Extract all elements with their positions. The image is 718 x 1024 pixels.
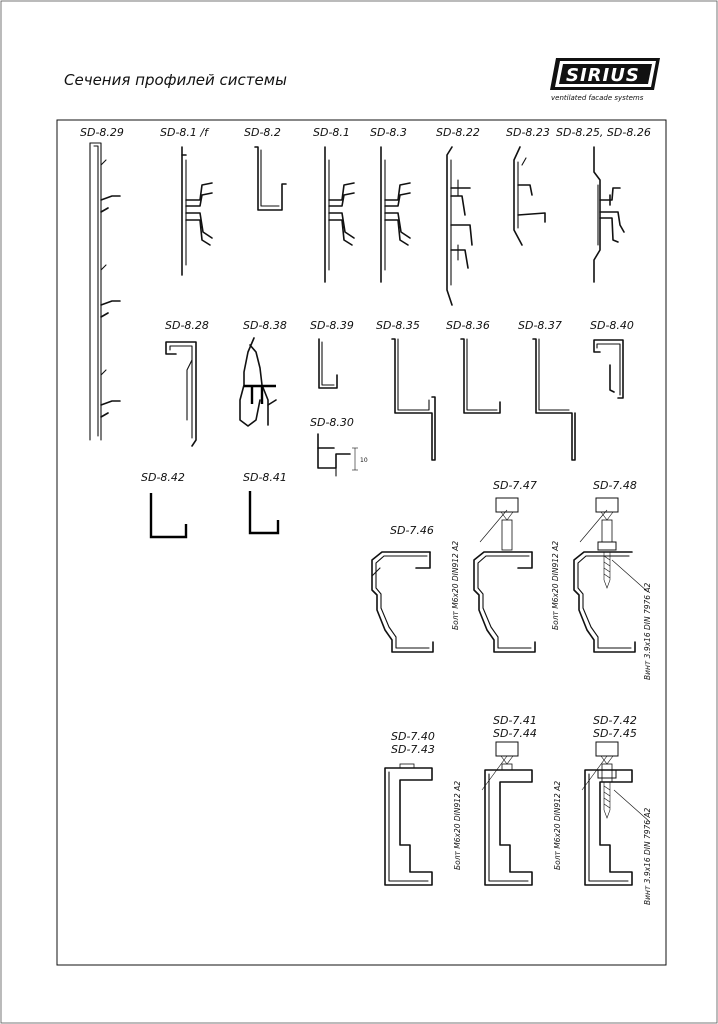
profile-sd-8-38 — [240, 338, 276, 426]
label-sd-7-46: SD-7.46 — [390, 524, 434, 537]
profile-sd-8-1 — [325, 147, 354, 282]
profile-sd-8-35 — [392, 339, 435, 460]
bolt-note-741: Болт М6х20 DIN912 А2 — [453, 780, 462, 870]
label-sd-8-42: SD-8.42 — [141, 471, 185, 484]
profile-sd-7-40 — [385, 764, 432, 885]
label-sd-8-29: SD-8.29 — [80, 126, 124, 139]
bolt-note-742: Болт М6х20 DIN912 А2 — [553, 780, 562, 870]
label-sd-8-2: SD-8.2 — [244, 126, 281, 139]
label-sd-8-30: SD-8.30 — [310, 416, 354, 429]
profile-sd-8-42 — [151, 493, 186, 537]
profile-sd-8-41 — [250, 491, 278, 533]
profile-sd-8-2 — [255, 147, 286, 210]
label-sd-8-25: SD-8.25, SD-8.26 — [556, 126, 651, 139]
label-sd-7-43: SD-7.43 — [391, 743, 435, 756]
label-sd-8-38: SD-8.38 — [243, 319, 287, 332]
label-sd-8-22: SD-8.22 — [436, 126, 480, 139]
label-sd-8-36: SD-8.36 — [446, 319, 490, 332]
label-sd-8-37: SD-8.37 — [518, 319, 562, 332]
label-sd-8-28: SD-8.28 — [165, 319, 209, 332]
profile-sd-8-28 — [166, 342, 196, 446]
profile-sd-8-23 — [514, 147, 545, 245]
bolt-note-747: Болт М6х20 DIN912 А2 — [451, 540, 460, 630]
label-sd-8-40: SD-8.40 — [590, 319, 634, 332]
label-sd-8-23: SD-8.23 — [506, 126, 550, 139]
logo-brand: SIRIUS — [566, 65, 640, 86]
logo-tagline: ventilated facade systems — [551, 94, 644, 102]
label-sd-7-44: SD-7.44 — [493, 727, 537, 740]
label-sd-7-42: SD-7.42 — [593, 714, 637, 727]
label-sd-7-47: SD-7.47 — [493, 479, 537, 492]
profile-sd-8-30 — [318, 434, 368, 476]
profile-sd-7-42 — [553, 742, 652, 905]
label-sd-8-41: SD-8.41 — [243, 471, 287, 484]
page-title: Сечения профилей системы — [64, 71, 287, 89]
label-sd-8-3: SD-8.3 — [370, 126, 407, 139]
label-sd-7-45: SD-7.45 — [593, 727, 637, 740]
label-sd-8-1f: SD-8.1 /f — [160, 126, 208, 139]
label-sd-8-39: SD-8.39 — [310, 319, 354, 332]
label-sd-8-35: SD-8.35 — [376, 319, 420, 332]
profile-sd-7-41 — [453, 742, 532, 885]
profile-sd-8-40 — [594, 340, 623, 398]
screw-note-748: Винт 3.9х16 DIN 7976 А2 — [643, 582, 652, 680]
profile-sd-7-48 — [551, 498, 652, 680]
profile-sd-8-1f — [182, 147, 212, 275]
screw-note-742: Винт 3.9х16 DIN 7976 А2 — [643, 807, 652, 905]
profile-sd-8-29 — [90, 143, 120, 440]
sheet-border — [57, 120, 666, 965]
profile-sd-7-46 — [372, 552, 433, 652]
label-sd-7-48: SD-7.48 — [593, 479, 637, 492]
dimension-label: 10 — [360, 457, 368, 464]
profile-sd-8-36 — [461, 339, 500, 413]
profile-sd-8-37 — [533, 339, 575, 460]
bolt-note-748: Болт М6х20 DIN912 А2 — [551, 540, 560, 630]
label-sd-7-41: SD-7.41 — [493, 714, 537, 727]
sirius-logo — [550, 58, 660, 102]
profile-sd-7-47 — [451, 498, 535, 652]
label-sd-8-1: SD-8.1 — [313, 126, 350, 139]
profile-sd-8-25 — [594, 147, 624, 282]
profile-sd-8-39 — [319, 339, 337, 388]
label-sd-7-40: SD-7.40 — [391, 730, 435, 743]
profile-sd-8-3 — [381, 147, 410, 282]
profile-sd-8-22 — [447, 147, 472, 305]
